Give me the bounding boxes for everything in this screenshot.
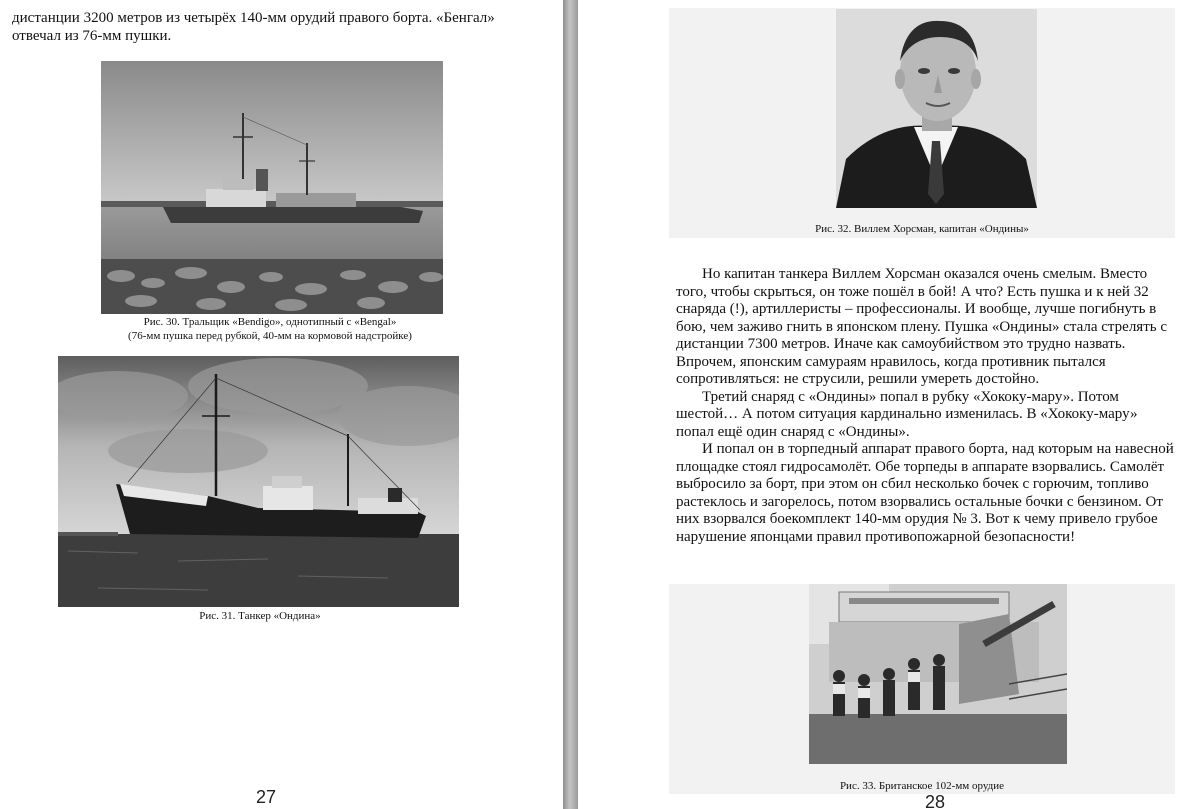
- left-intro-text: дистанции 3200 метров из четырёх 140-мм орудий правого борта. «Бенгал» отвечал из 76-мм пушки.: [12, 10, 495, 44]
- figure-33-caption: Рис. 33. Британское 102-мм орудие: [839, 780, 1005, 792]
- figure-33-photo: [809, 584, 1067, 764]
- figure-32-caption: Рис. 32. Виллем Хорсман, капитан «Ондины»: [815, 223, 1029, 235]
- figure-31-photo: [58, 356, 459, 607]
- page-gutter: [563, 0, 578, 809]
- right-page: [578, 0, 1190, 809]
- page-number-right: 28: [925, 792, 946, 809]
- figure-31-caption: Рис. 31. Танкер «Ондина»: [199, 610, 321, 622]
- page-number-left: 27: [256, 787, 277, 807]
- left-page: [0, 0, 563, 809]
- paragraph-3: И попал он в торпедный аппарат правого борта, над которым на навесной площадке стоял гидросамолёт. Обе торпеды в аппарате взорвались. Самолёт выбросило за борт, при этом он сбил несколько бочек с горючим, топливо растеклось и загорелось, потом взорвались остальные бочки с бензином. От них взорвался боекомплект 140-мм орудия № 3. Вот к чему привело грубое нарушение японцами правил противопожарной безопасности!: [676, 441, 1174, 545]
- figure-30-caption: [60, 315, 480, 343]
- paragraph-2: Третий снаряд с «Ондины» попал в рубку «Хококу-мару». Потом шестой… А потом ситуация кардинально изменилась. В «Хококу-мару» попал ещё один снаряд с «Ондины».: [676, 388, 1138, 440]
- figure-30-caption-line2: (76-мм пушка перед рубкой, 40-мм на кормовой надстройке): [128, 330, 412, 342]
- right-body-text: [676, 266, 1176, 546]
- figure-30-caption-line1: Рис. 30. Тральщик «Bendigo», однотипный с «Bengal»: [143, 316, 397, 328]
- figure-32-photo: [836, 9, 1037, 208]
- figure-30-photo: [101, 61, 443, 314]
- paragraph-1: Но капитан танкера Виллем Хорсман оказался очень смелым. Вместо того, чтобы скрыться, он тоже пошёл в бой! А что? Есть пушка и к ней 32 снаряда (!), артиллеристы – профессионалы. И вообще, лучше погибнуть в бою, чем заживо гнить в японском плену. Пушка «Ондины» стала стрелять с дистанции 7300 метров. Иначе как самоубийством это трудно назвать. Впрочем, японским самураям нравилось, когда противник пытался сопротивляться: не струсили, решили умереть достойно.: [676, 266, 1168, 387]
